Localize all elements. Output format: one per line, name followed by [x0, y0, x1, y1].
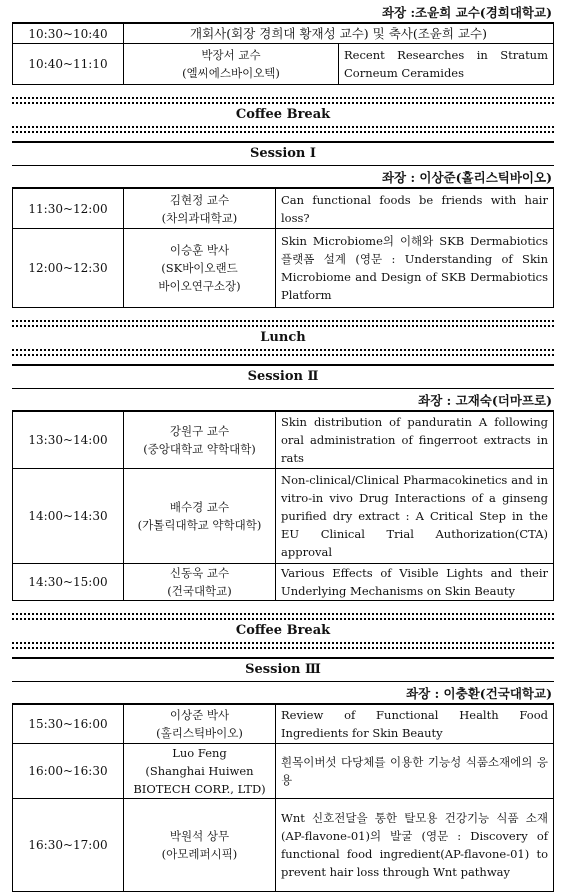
- speaker-name: 신동욱 교수: [169, 566, 230, 580]
- speaker-cell: [124, 799, 276, 892]
- speaker-cell: [124, 704, 276, 744]
- table-row: [13, 188, 554, 229]
- speaker-name: 김현정 교수: [169, 192, 230, 207]
- time-cell: 13:30~14:00: [13, 411, 124, 469]
- session-1-chair: 좌장 : 이상준(홀리스틱바이오): [381, 170, 552, 185]
- divider: [12, 642, 554, 644]
- table-row: [13, 799, 554, 892]
- table-row: [13, 411, 554, 469]
- speaker-cell: [124, 188, 276, 229]
- session-2-header: Session Ⅱ: [12, 364, 554, 389]
- speaker-affiliation: (가톨릭대학교 약학대학): [137, 518, 262, 532]
- speaker-cell: [124, 411, 276, 469]
- time-cell: 14:00~14:30: [13, 469, 124, 564]
- time-cell: 12:00~12:30: [13, 229, 124, 308]
- table-row: [13, 44, 554, 85]
- speaker-affiliation: (엘씨에스바이오텍): [182, 66, 280, 80]
- opening-chair: 좌장 :조윤희 교수(경희대학교): [381, 5, 552, 20]
- divider: [12, 349, 554, 351]
- session-1-header: Session Ⅰ: [12, 141, 554, 166]
- talk-title: Non-clinical/Clinical Pharmacokinetics and in vitro-in vivo Drug Interactions of a ginseng purified dry extract : A Critical Step in the EU Clinical Trial Authorization(CTA) approval: [276, 469, 554, 564]
- session-2-table: [12, 410, 554, 601]
- speaker-affiliation: (홀리스틱바이오): [156, 726, 243, 740]
- speaker-name: 이승훈 박사: [169, 243, 230, 257]
- speaker-name: 박원석 상무: [169, 829, 230, 843]
- talk-title: Review of Functional Health Food Ingredients for Skin Beauty: [276, 704, 554, 744]
- talk-title: Wnt 신호전달을 통한 탈모용 건강기능 식품 소재(AP-flavone-01)의 발굴 (영문 : Discovery of functional food ingredient(AP-flavone-01) to prevent hair loss through Wnt pathway: [276, 799, 554, 892]
- divider: [12, 126, 554, 128]
- speaker-cell: [124, 564, 276, 601]
- speaker-cell: [124, 744, 276, 799]
- time-cell: 16:00~16:30: [13, 744, 124, 799]
- divider: [12, 320, 554, 322]
- divider: [12, 613, 554, 615]
- speaker-cell: [124, 469, 276, 564]
- time-cell: 11:30~12:00: [13, 188, 124, 229]
- talk-title: Can functional foods be friends with hair loss?: [276, 188, 554, 229]
- speaker-cell: [124, 44, 339, 85]
- speaker-name: 강원구 교수: [169, 424, 230, 438]
- divider: [12, 97, 554, 99]
- session-3-table: [12, 703, 554, 892]
- speaker-name: Luo Feng: [172, 746, 227, 760]
- talk-title: Various Effects of Visible Lights and their Underlying Mechanisms on Skin Beauty: [276, 564, 554, 601]
- speaker-affiliation-line2: 바이오연구소장): [158, 279, 241, 293]
- session-2-chair: 좌장 : 고재숙(더마프로): [418, 393, 552, 408]
- table-row: [13, 229, 554, 308]
- talk-title: Recent Researches in Stratum Corneum Ceramides: [339, 44, 554, 85]
- talk-title: Skin Microbiome의 이해와 SKB Dermabiotics 플랫폼 설계 (영문 : Understanding of Skin Microbiome and Design of SKB Dermabiotics Platform: [276, 229, 554, 308]
- time-cell: 10:30~10:40: [13, 23, 124, 44]
- speaker-cell: [124, 229, 276, 308]
- coffee-break-banner: Coffee Break: [235, 623, 331, 638]
- speaker-name: 배수경 교수: [169, 500, 230, 514]
- speaker-affiliation: (중앙대학교 약학대학): [143, 442, 256, 456]
- speaker-name: 박장서 교수: [201, 48, 261, 62]
- table-row: [13, 704, 554, 744]
- lunch-banner: Lunch: [260, 330, 306, 345]
- speaker-affiliation: (차의과대학교): [161, 210, 238, 225]
- talk-title: Skin distribution of panduratin A following oral administration of fingerroot extracts in rats: [276, 411, 554, 469]
- table-row: [13, 564, 554, 601]
- speaker-affiliation-line2: BIOTECH CORP., LTD): [133, 782, 266, 796]
- session-3-chair: 좌장 : 이충환(건국대학교): [406, 686, 552, 701]
- time-cell: 14:30~15:00: [13, 564, 124, 601]
- session-3-header: Session Ⅲ: [12, 657, 554, 682]
- program-page: [12, 0, 554, 892]
- speaker-affiliation: (SK바이오랜드: [161, 261, 238, 275]
- time-cell: 16:30~17:00: [13, 799, 124, 892]
- opening-table: [12, 22, 554, 85]
- time-cell: 10:40~11:10: [13, 44, 124, 85]
- time-cell: 15:30~16:00: [13, 704, 124, 744]
- speaker-affiliation: (Shanghai Huiwen: [145, 764, 254, 778]
- speaker-affiliation: (건국대학교): [167, 584, 232, 598]
- table-row: [13, 469, 554, 564]
- coffee-break-banner: Coffee Break: [235, 107, 331, 122]
- talk-title: 흰목이버섯 다당체를 이용한 기능성 식품소재에의 응용: [276, 744, 554, 799]
- speaker-affiliation: (아모레퍼시픽): [161, 847, 238, 861]
- table-row: [13, 23, 554, 44]
- opening-remarks: 개회사(회장 경희대 황재성 교수) 및 축사(조윤희 교수): [124, 23, 554, 44]
- table-row: [13, 744, 554, 799]
- speaker-name: 이상준 박사: [169, 708, 230, 722]
- session-1-table: [12, 187, 554, 308]
